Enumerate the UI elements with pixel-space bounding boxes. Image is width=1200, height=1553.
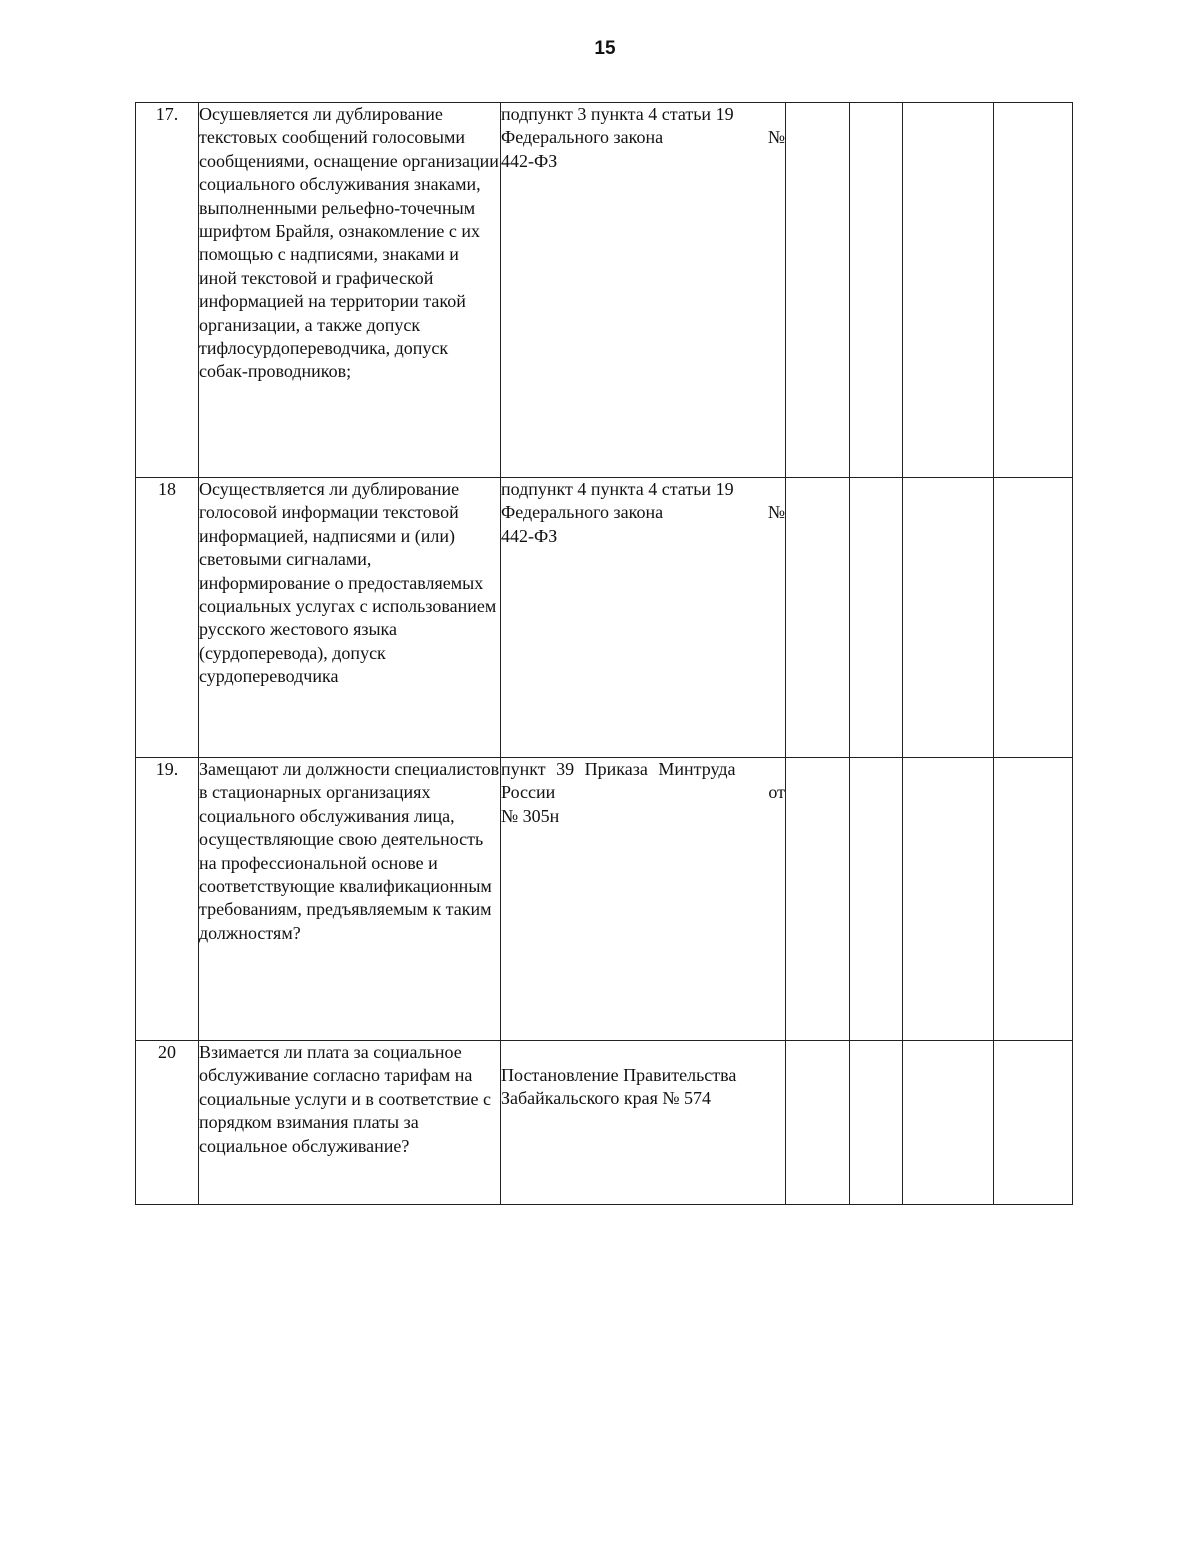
empty-cell bbox=[786, 758, 850, 1041]
spacer bbox=[501, 1041, 785, 1064]
reference-line: 442-ФЗ bbox=[501, 150, 558, 171]
empty-cell bbox=[994, 103, 1073, 478]
legal-reference bbox=[501, 103, 786, 478]
question-text: Осуществляется ли дублирование голосовой информации текстовой информацией, надписями и (или) световыми сигналами, информирование о предоставляемых социальных услугах с использованием русского жестового языка (сурдоперевода), допуск сурдопереводчика bbox=[199, 478, 501, 758]
reference-number-sign: № bbox=[767, 502, 785, 523]
empty-cell bbox=[786, 103, 850, 478]
legal-reference bbox=[501, 478, 786, 758]
empty-cell bbox=[903, 1041, 994, 1205]
reference-line: № 305н bbox=[501, 805, 560, 826]
question-text: Взимается ли плата за социальное обслуживание согласно тарифам на социальные услуги и в соответствие с порядком взимания платы за социальное обслуживание? bbox=[199, 1041, 501, 1205]
reference-number-sign: № bbox=[767, 127, 785, 148]
empty-cell bbox=[786, 478, 850, 758]
reference-line: 442-ФЗ bbox=[501, 525, 558, 546]
reference-line: пункт 39 Приказа Минтруда bbox=[501, 759, 736, 779]
reference-line bbox=[501, 126, 785, 149]
empty-cell bbox=[903, 478, 994, 758]
reference-line bbox=[501, 781, 785, 804]
empty-cell bbox=[786, 1041, 850, 1205]
reference-line: подпункт 4 пункта 4 статьи 19 bbox=[501, 479, 734, 499]
reference-text: от bbox=[768, 782, 785, 803]
table-row-19 bbox=[136, 758, 1073, 1041]
empty-cell bbox=[903, 758, 994, 1041]
reference-line bbox=[501, 501, 785, 524]
reference-text: Федерального закона bbox=[501, 502, 664, 523]
empty-cell bbox=[994, 478, 1073, 758]
empty-cell bbox=[994, 758, 1073, 1041]
empty-cell bbox=[850, 758, 903, 1041]
checklist-table bbox=[135, 102, 1073, 1205]
question-text: Замещают ли должности специалистов в стационарных организациях социального обслуживания лица, осуществляющие свою деятельность на профессиональной основе и соответствующие квалификационным требованиям, предъявляемым к таким должностям? bbox=[199, 758, 501, 1041]
legal-reference bbox=[501, 1041, 786, 1205]
row-number: 20 bbox=[136, 1041, 199, 1205]
legal-reference bbox=[501, 758, 786, 1041]
table-row-17 bbox=[136, 103, 1073, 478]
reference-text: Федерального закона bbox=[501, 127, 664, 148]
table-row-20 bbox=[136, 1041, 1073, 1205]
row-number: 17. bbox=[136, 103, 199, 478]
page-number: 15 bbox=[594, 38, 616, 59]
empty-cell bbox=[850, 103, 903, 478]
table-row-18 bbox=[136, 478, 1073, 758]
row-number: 19. bbox=[136, 758, 199, 1041]
empty-cell bbox=[850, 478, 903, 758]
row-number: 18 bbox=[136, 478, 199, 758]
empty-cell bbox=[994, 1041, 1073, 1205]
empty-cell bbox=[850, 1041, 903, 1205]
reference-text: России bbox=[501, 782, 556, 803]
reference-text: Постановление Правительства Забайкальского края № 574 bbox=[501, 1065, 737, 1109]
question-text: Осушевляется ли дублирование текстовых сообщений голосовыми сообщениями, оснащение организации социального обслуживания знаками, выполненными рельефно-точечным шрифтом Брайля, ознакомление с их помощью с надписями, знаками и иной текстовой и графической информацией на территории такой организации, а также допуск тифлосурдопереводчика, допуск собак-проводников; bbox=[199, 103, 501, 478]
empty-cell bbox=[903, 103, 994, 478]
reference-line: подпункт 3 пункта 4 статьи 19 bbox=[501, 104, 734, 124]
